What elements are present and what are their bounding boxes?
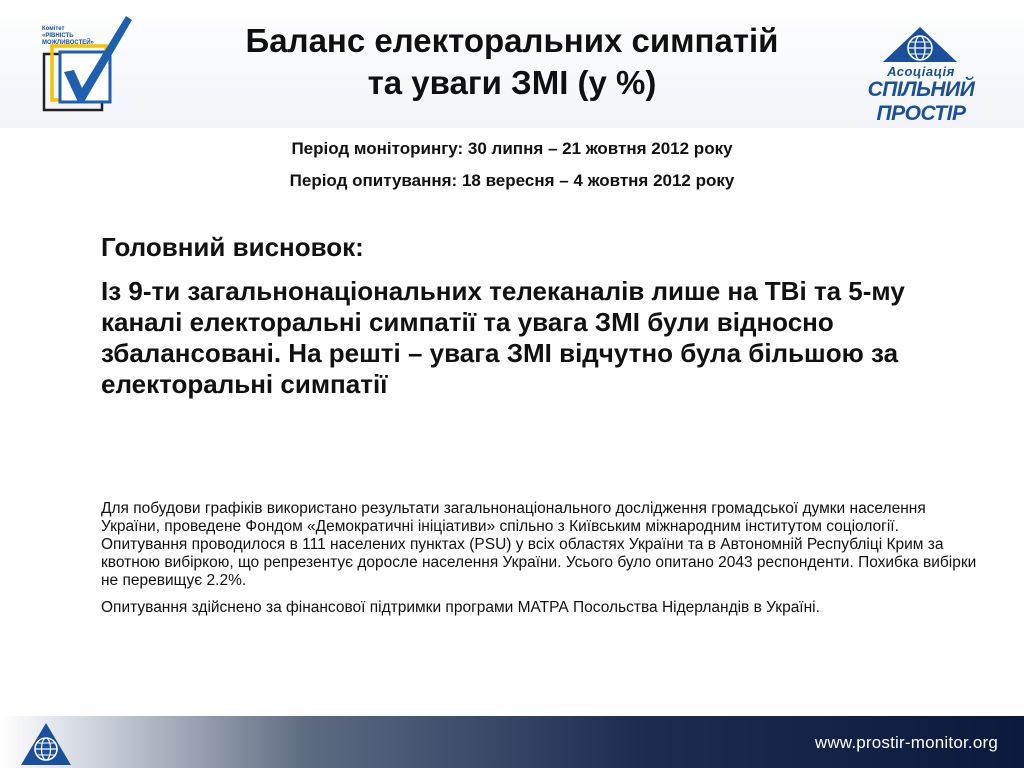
globe-icon <box>20 722 72 766</box>
conclusion-body: Із 9-ти загальнонаціональних телеканалів лише на ТВі та 5-му каналі електоральні симпатії та увага ЗМІ були відносно збалансовані. На решті – увага ЗМІ відчутно була більшою за електоральні симпатії <box>101 276 905 399</box>
methodology-paragraph: Для побудови графіків використано результати загальнонаціонального дослідження громадської думки населення України, проведене Фондом «Демократичні ініціативи» спільно з Київським міжнародним інститутом соціології. Опитування проводилося в 111 населених пунктах (PSU) у всіх областях України та в Автономній Республіці Крим за квотною вибіркою, що репрезентує доросле населення України. Усього було опитано 2043 респонденти. Похибка вибірки не перевищує 2.2%. <box>101 500 977 589</box>
page-title <box>160 20 864 104</box>
logo-text-line: Комітет <box>42 26 65 32</box>
conclusion-heading: Головний висновок: <box>101 232 364 262</box>
footer-url: www.prostir-monitor.org <box>814 733 998 752</box>
title-line-2: та уваги ЗМІ (у %) <box>367 64 657 101</box>
association-label: Асоціація <box>887 64 955 79</box>
footer-bar <box>0 716 1024 768</box>
main-conclusion <box>101 232 981 400</box>
rivnist-logo <box>38 12 134 116</box>
survey-period: Період опитування: 18 вересня – 4 жовтня 2012 року <box>289 171 735 190</box>
rivnist-logo-text <box>42 26 102 47</box>
globe-icon <box>882 26 958 64</box>
spilnyi-prostir-logo <box>838 26 1004 125</box>
funding-paragraph: Опитування здійснено за фінансової підтримки програми МАТРА Посольства Нідерландів в Україні. <box>101 599 820 616</box>
logo-text-line: «РІВНІСТЬ <box>42 33 74 39</box>
logo-text-line: МОЖЛИВОСТЕЙ» <box>42 40 94 46</box>
monitoring-period: Період моніторингу: 30 липня – 21 жовтня 2012 року <box>291 139 733 158</box>
brand-name: СПІЛЬНИЙ ПРОСТІР <box>867 78 975 125</box>
methodology-notes <box>101 500 981 626</box>
title-line-1: Баланс електоральних симпатій <box>245 22 779 59</box>
